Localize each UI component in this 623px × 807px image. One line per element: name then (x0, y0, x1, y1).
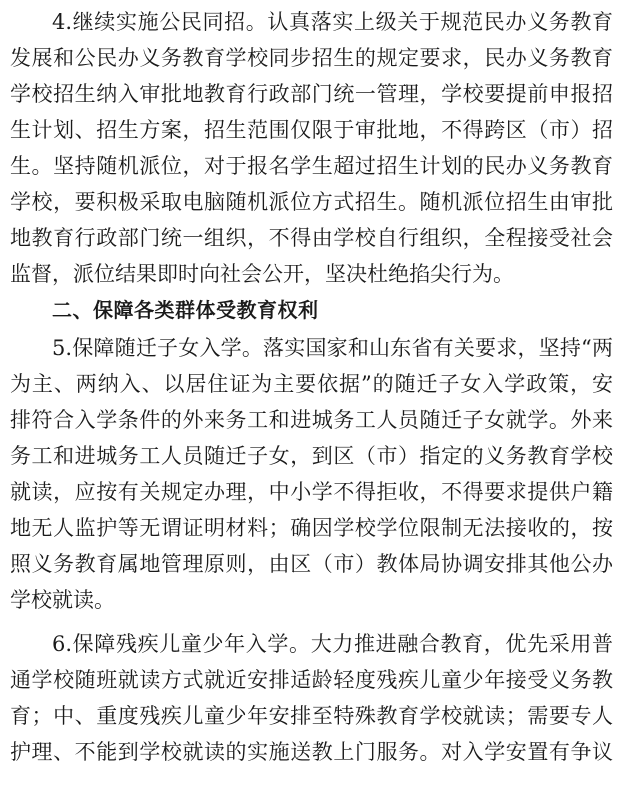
paragraph-line: 务工和进城务工人员随迁子女，到区（市）指定的义务教育学校 (10, 444, 613, 468)
paragraph-gap (10, 618, 613, 626)
paragraph-line: 生计划、招生方案，招生范围仅限于审批地，不得跨区（市）招 (10, 118, 613, 142)
paragraph-line: 地教育行政部门统一组织，不得由学校自行组织，全程接受社会 (10, 226, 613, 250)
paragraph-line: 4.继续实施公民同招。认真落实上级关于规范民办义务教育 (52, 10, 613, 34)
paragraph-6 (10, 626, 613, 770)
paragraph-5 (10, 330, 613, 618)
paragraph-line: 育；中、重度残疾儿童少年安排至特殊教育学校就读；需要专人 (10, 704, 613, 728)
paragraph-line: 护理、不能到学校就读的实施送教上门服务。对入学安置有争议 (10, 740, 613, 764)
paragraph-line: 学校招生纳入审批地教育行政部门统一管理，学校要提前申报招 (10, 82, 613, 106)
paragraph-line: 生。坚持随机派位，对于报名学生超过招生计划的民办义务教育 (10, 154, 613, 178)
paragraph-4 (10, 4, 613, 292)
paragraph-line: 排符合入学条件的外来务工和进城务工人员随迁子女就学。外来 (10, 408, 613, 432)
paragraph-line: 发展和公民办义务教育学校同步招生的规定要求，民办义务教育 (10, 46, 613, 70)
paragraph-line: 通学校随班就读方式就近安排适龄轻度残疾儿童少年接受义务教 (10, 668, 613, 692)
paragraph-line: 地无人监护等无谓证明材料；确因学校学位限制无法接收的，按 (10, 516, 613, 540)
paragraph-line: 监督，派位结果即时向社会公开，坚决杜绝掐尖行为。 (10, 262, 514, 286)
paragraph-line: 学校就读。 (10, 588, 115, 612)
paragraph-line: 照义务教育属地管理原则，由区（市）教体局协调安排其他公办 (10, 552, 613, 576)
paragraph-line: 6.保障残疾儿童少年入学。大力推进融合教育，优先采用普 (52, 632, 613, 656)
section-heading: 二、保障各类群体受教育权利 (52, 298, 319, 322)
paragraph-line: 5.保障随迁子女入学。落实国家和山东省有关要求，坚持“两 (52, 336, 613, 360)
paragraph-line: 为主、两纳入、以居住证为主要依据”的随迁子女入学政策，安 (10, 372, 613, 396)
paragraph-line: 学校，要积极采取电脑随机派位方式招生。随机派位招生由审批 (10, 190, 613, 214)
paragraph-line: 就读，应按有关规定办理，中小学不得拒收，不得要求提供户籍 (10, 480, 613, 504)
